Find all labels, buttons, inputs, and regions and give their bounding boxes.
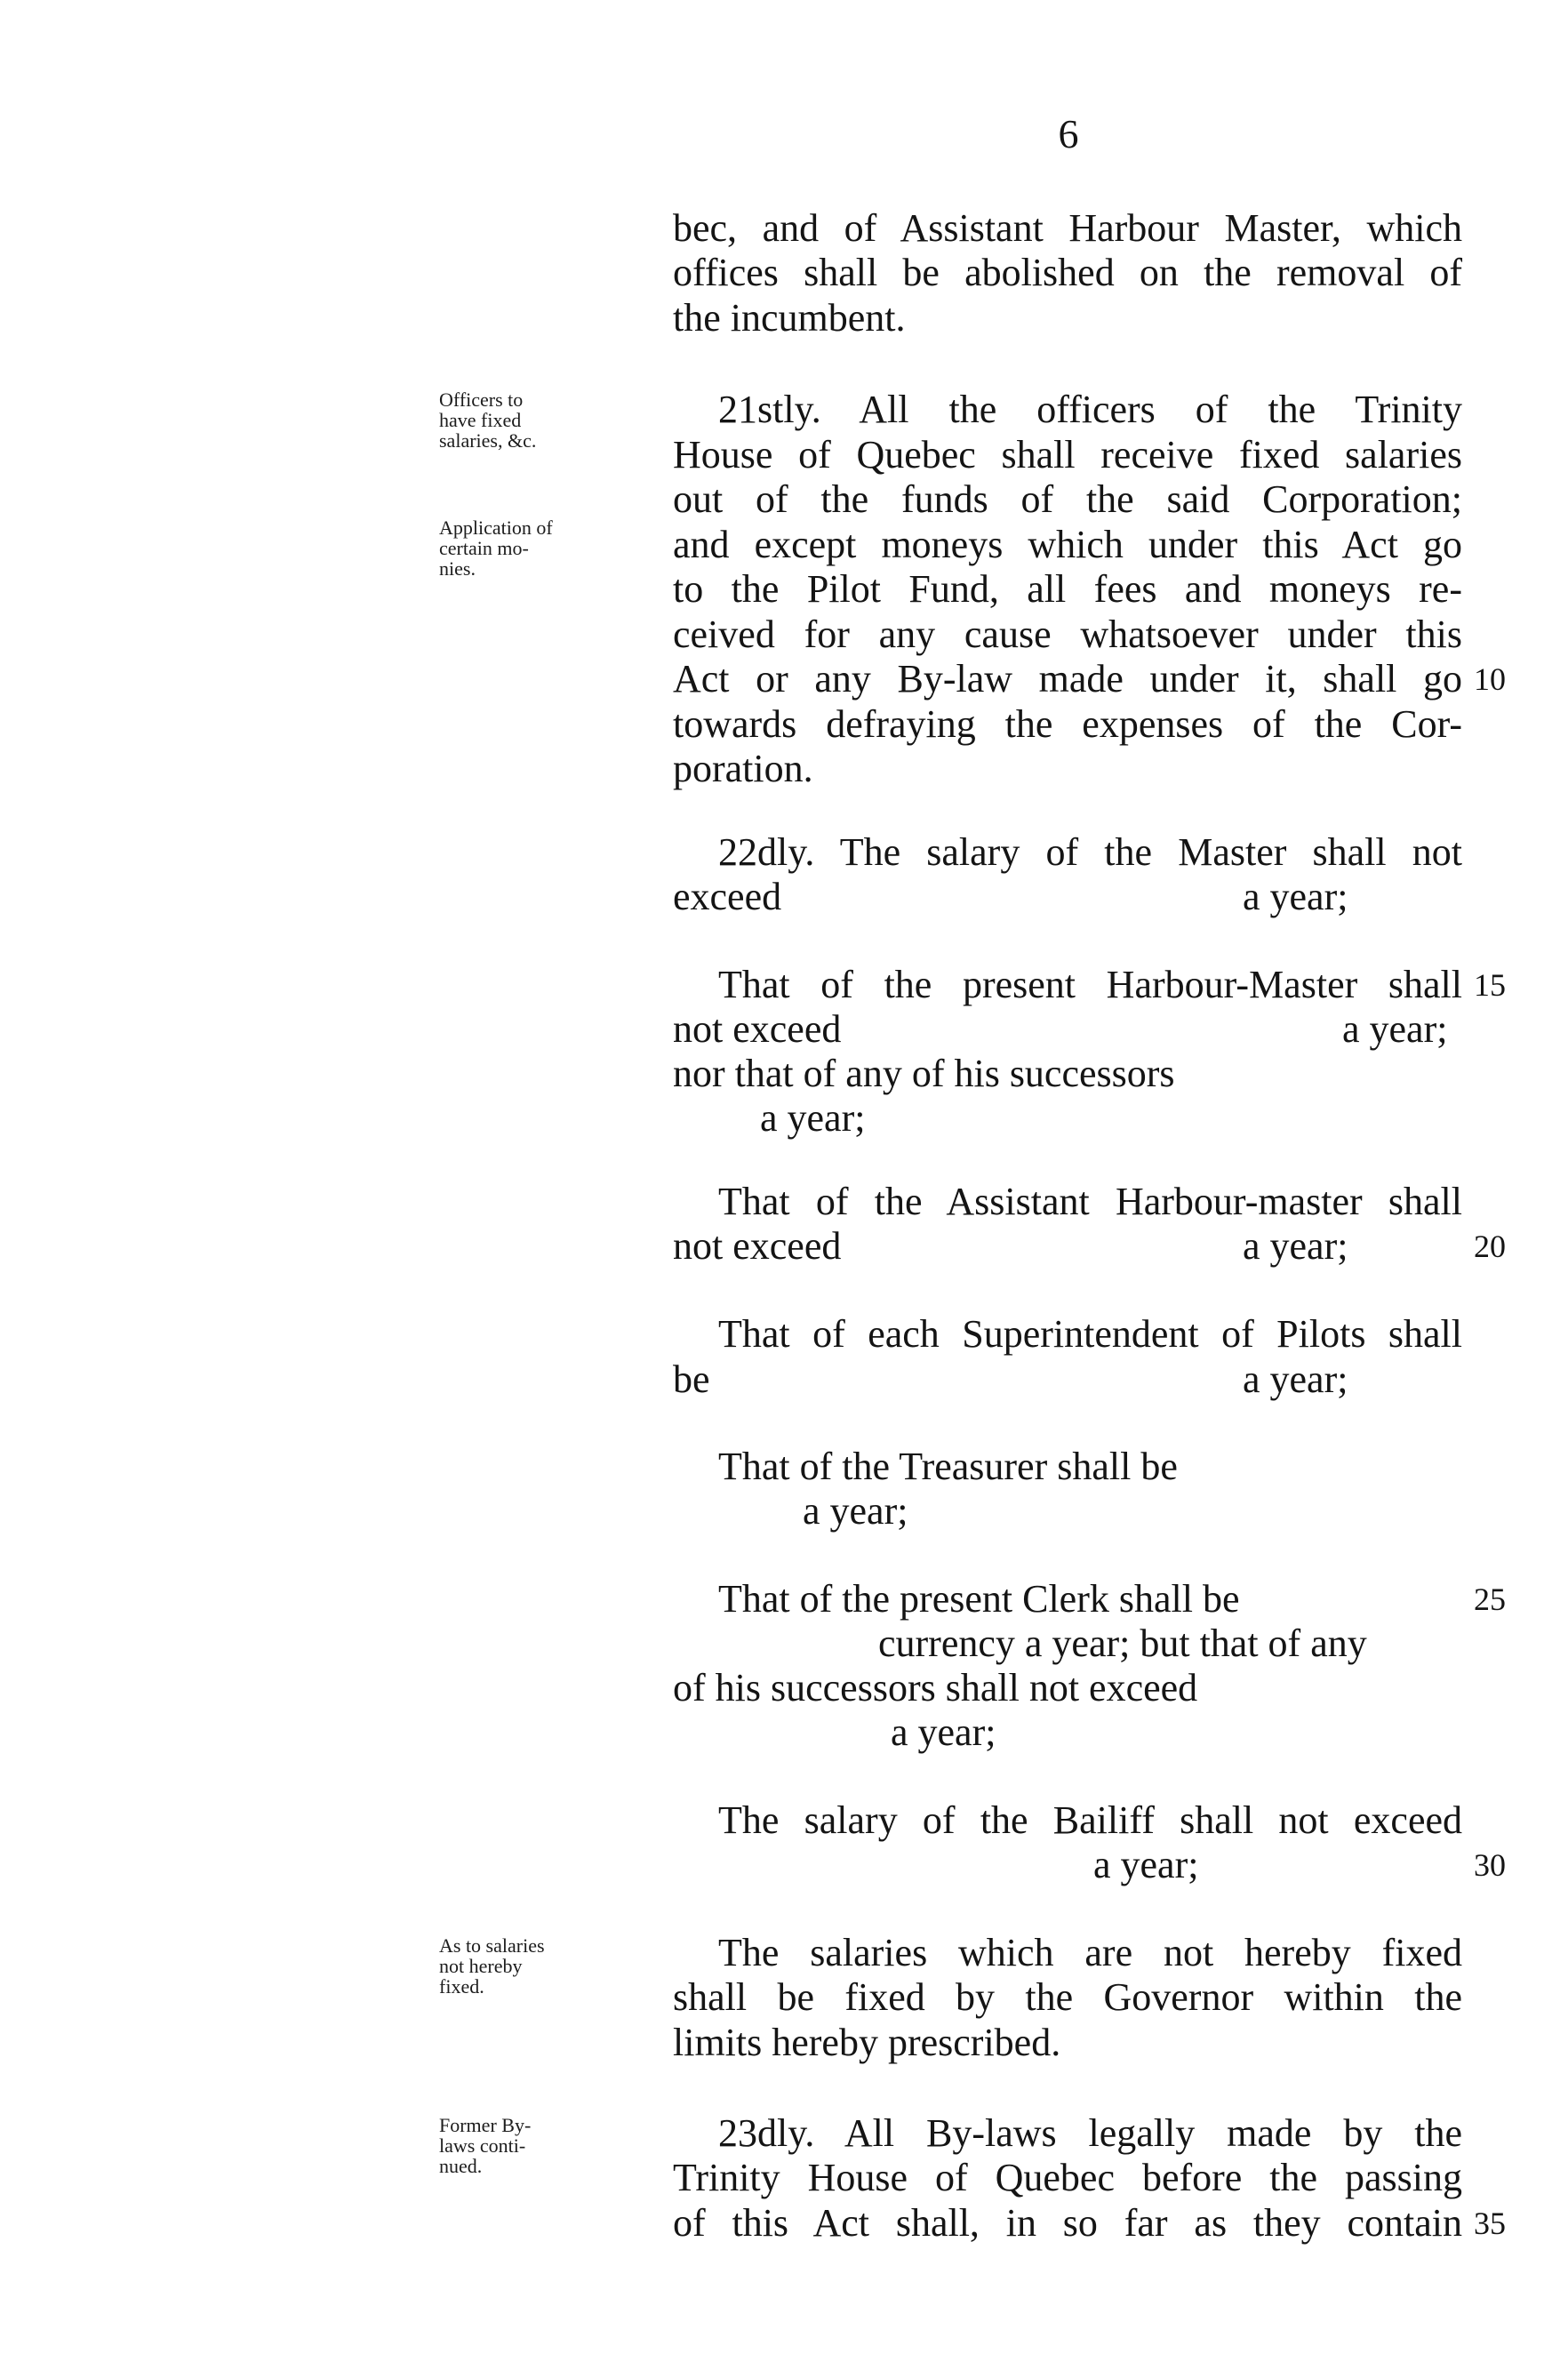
- text-line: a year;: [1243, 1224, 1348, 1268]
- text-line: exceed: [673, 875, 782, 918]
- text-line: ceived for any cause whatsoever under this: [673, 613, 1462, 656]
- text-line: That of the present Clerk shall be: [718, 1577, 1240, 1621]
- text-line: bec, and of Assistant Harbour Master, which: [673, 206, 1462, 250]
- text-line: of his successors shall not exceed: [673, 1666, 1198, 1709]
- text-line: towards defraying the expenses of the Cor-: [673, 702, 1462, 746]
- text-line: of this Act shall, in so far as they contain: [673, 2201, 1462, 2245]
- margin-note-former-bylaws: Former By- laws conti- nued.: [439, 2114, 532, 2177]
- text-line: poration.: [673, 747, 813, 790]
- text-line: shall be fixed by the Governor within the: [673, 1975, 1462, 2019]
- text-line: out of the funds of the said Corporation;: [673, 477, 1462, 521]
- line-number: 30: [1474, 1847, 1506, 1883]
- line-number: 10: [1474, 661, 1506, 697]
- text-line: The salaries which are not hereby fixed: [718, 1931, 1462, 1974]
- margin-note-application: Application of certain mo- nies.: [439, 516, 553, 580]
- text-line: 23dly. All By-laws legally made by the: [718, 2111, 1462, 2155]
- margin-note-salaries-not-fixed: As to salaries not hereby fixed.: [439, 1934, 545, 1998]
- text-line: currency a year; but that of any: [878, 1621, 1367, 1665]
- text-line: the incumbent.: [673, 296, 906, 340]
- text-line: not exceed: [673, 1224, 842, 1268]
- text-line: 21stly. All the officers of the Trinity: [718, 388, 1462, 431]
- text-line: That of the Assistant Harbour-master shall: [718, 1180, 1462, 1223]
- text-line: be: [673, 1357, 710, 1401]
- text-line: a year;: [1243, 1357, 1348, 1401]
- text-line: a year;: [760, 1096, 866, 1140]
- text-line: That of each Superintendent of Pilots shall: [718, 1312, 1462, 1356]
- margin-note-officers: Officers to have fixed salaries, &c.: [439, 388, 537, 452]
- line-number: 20: [1474, 1229, 1506, 1264]
- text-line: Trinity House of Quebec before the passing: [673, 2156, 1462, 2199]
- text-line: not exceed: [673, 1007, 842, 1051]
- text-line: nor that of any of his successors: [673, 1052, 1175, 1095]
- text-line: House of Quebec shall receive fixed salaries: [673, 433, 1462, 476]
- text-line: Act or any By-law made under it, shall go: [673, 657, 1462, 701]
- text-line: a year;: [1342, 1007, 1448, 1051]
- text-line: limits hereby prescribed.: [673, 2021, 1061, 2064]
- page-number: 6: [1058, 111, 1079, 156]
- line-number: 35: [1474, 2206, 1506, 2241]
- text-line: That of the Treasurer shall be: [718, 1445, 1178, 1488]
- text-line: a year;: [803, 1489, 908, 1533]
- text-line: The salary of the Bailiff shall not exceed: [718, 1798, 1462, 1842]
- text-line: a year;: [1093, 1843, 1199, 1886]
- text-line: to the Pilot Fund, all fees and moneys re-: [673, 567, 1462, 611]
- text-line: and except moneys which under this Act go: [673, 523, 1462, 566]
- line-number: 15: [1474, 967, 1506, 1003]
- text-line: offices shall be abolished on the removal of: [673, 251, 1462, 294]
- text-line: a year;: [891, 1710, 996, 1754]
- text-line: a year;: [1243, 875, 1348, 918]
- line-number: 25: [1474, 1581, 1506, 1617]
- text-line: 22dly. The salary of the Master shall not: [718, 830, 1462, 874]
- text-line: That of the present Harbour-Master shall: [718, 963, 1462, 1006]
